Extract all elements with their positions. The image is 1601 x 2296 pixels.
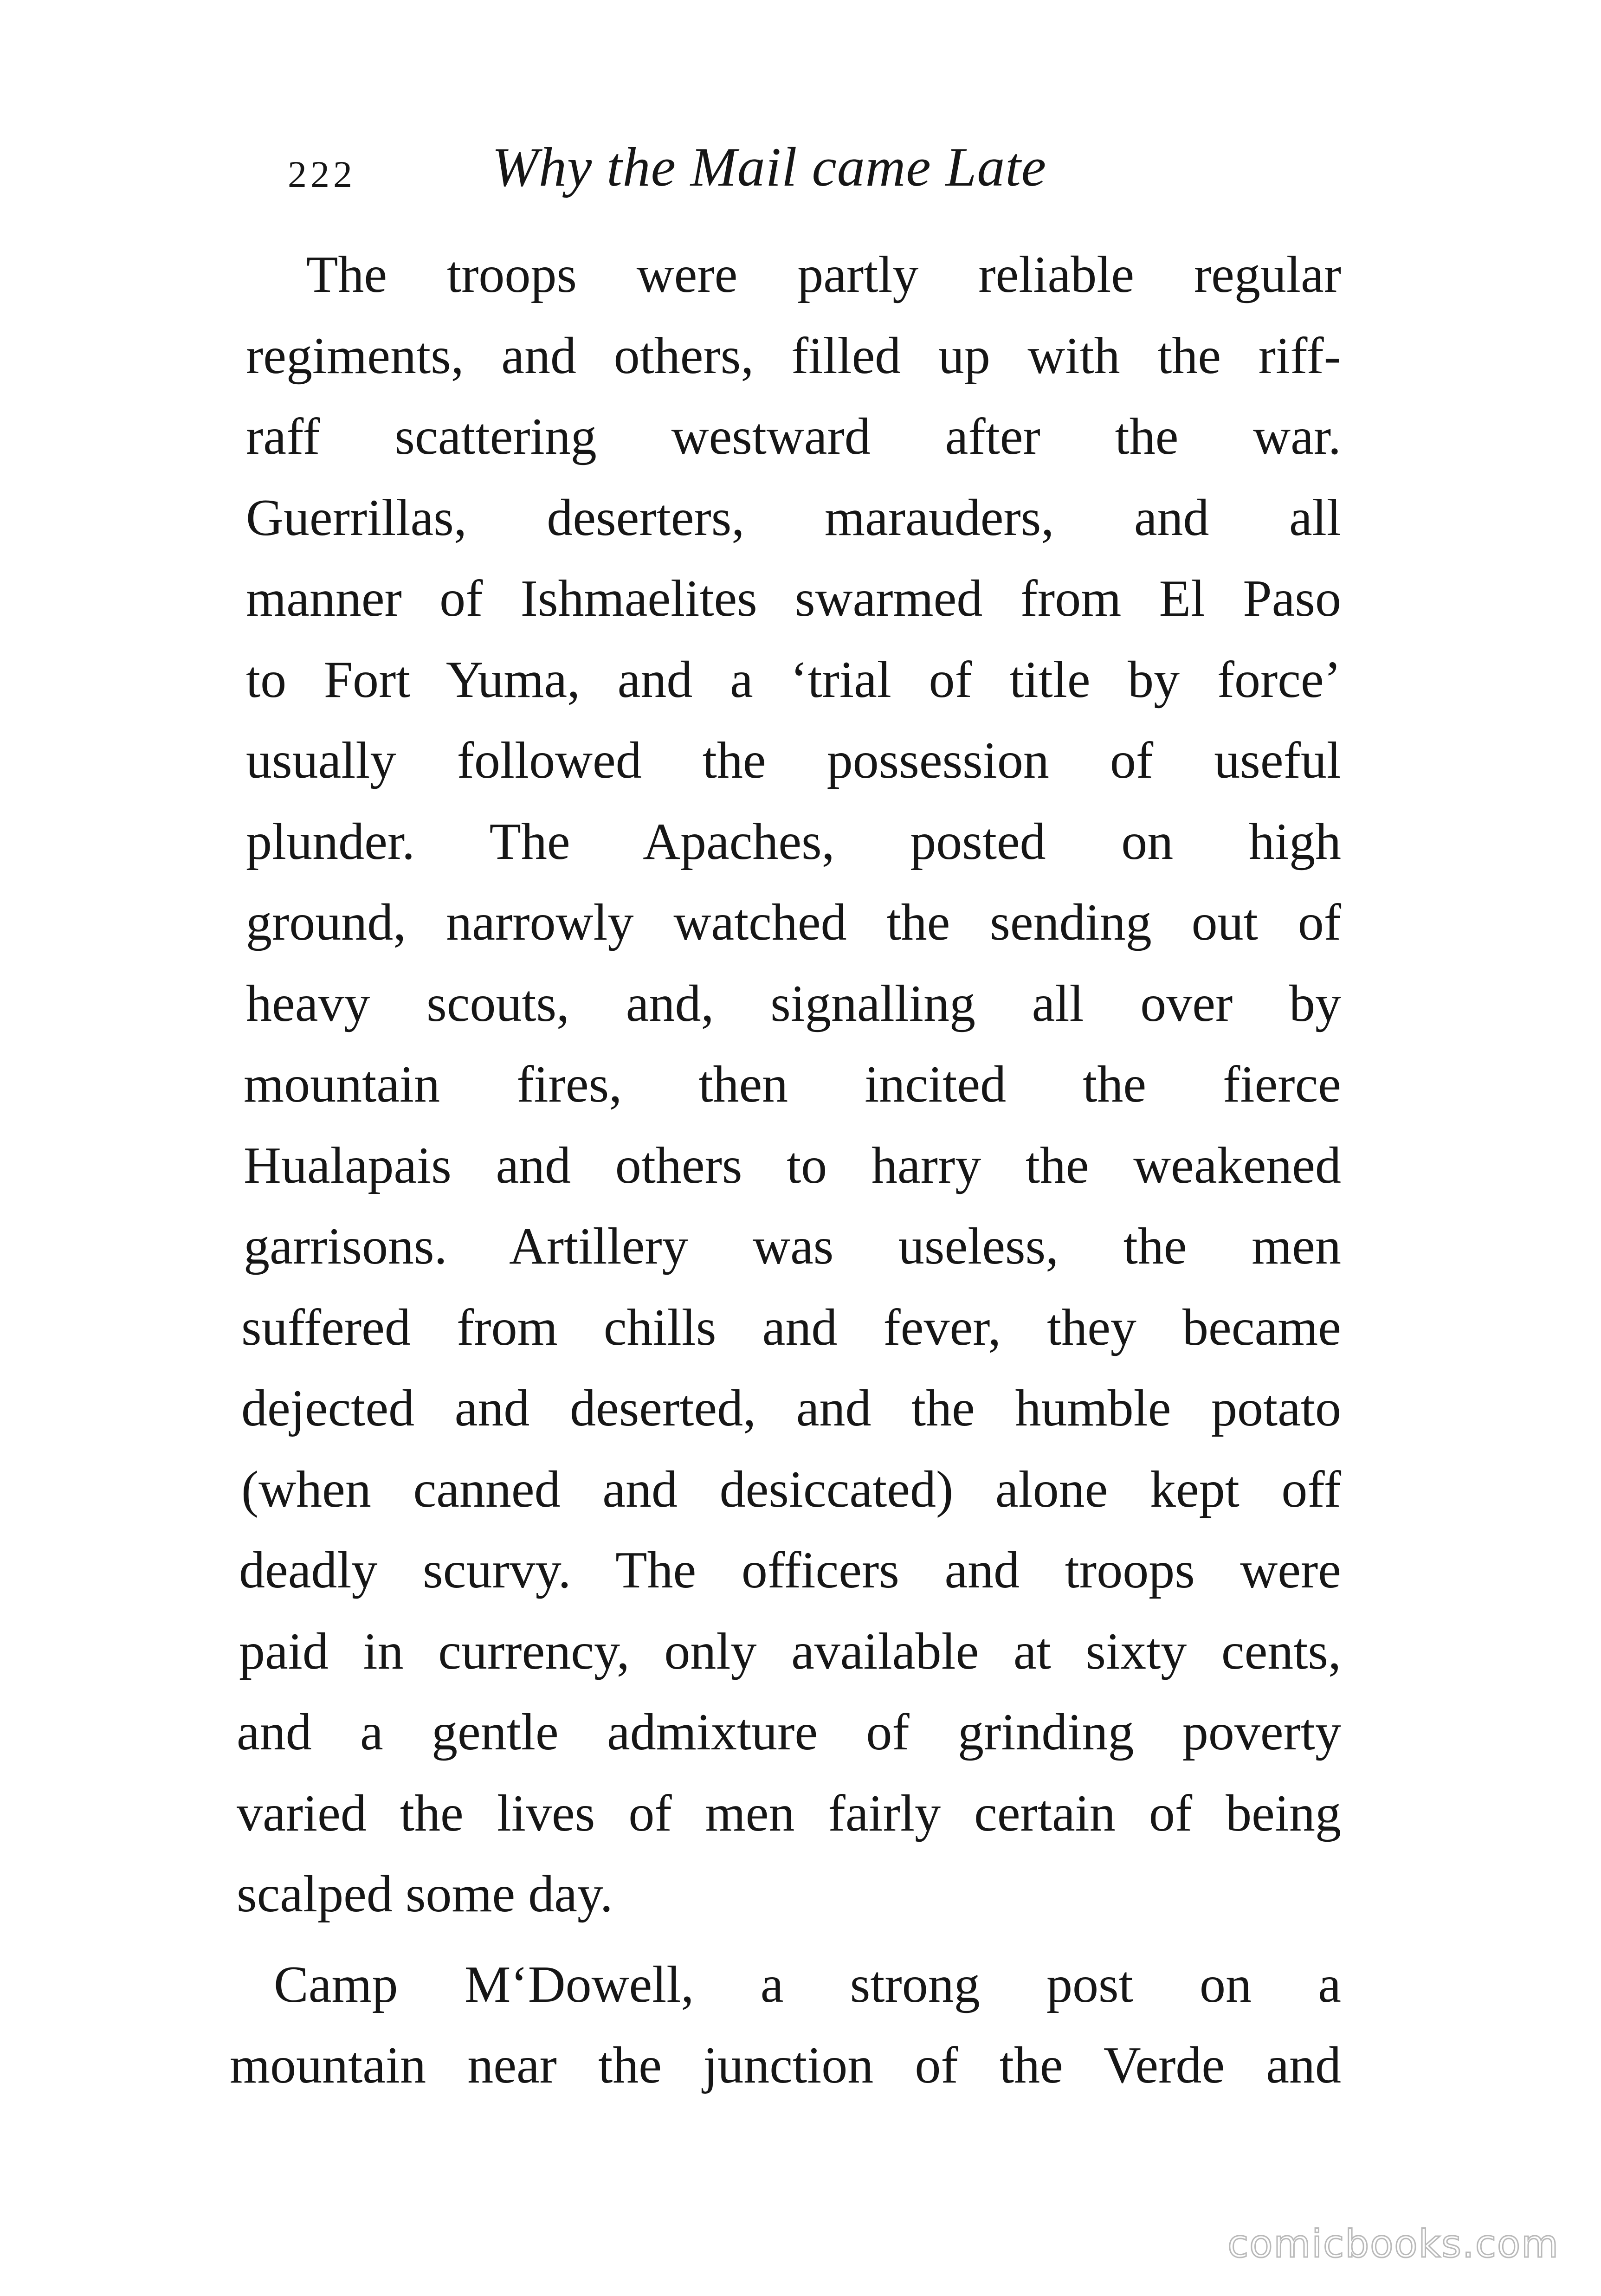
paragraph-1 [237,234,1341,1935]
page-header [288,135,1383,209]
text-line: usually followed the possession of useful [246,732,1341,789]
body-text [230,234,1341,2106]
text-line: deadly scurvy. The officers and troops were [239,1541,1341,1599]
text-line: paid in currency, only available at sixty cents, [239,1622,1341,1680]
paragraph-2 [230,1944,1341,2106]
text-line: raff scattering westward after the war. [246,408,1341,465]
text-line: garrisons. Artillery was useless, the men [244,1218,1341,1275]
text-line: to Fort Yuma, and a ‘trial of title by force’ [246,651,1341,709]
text-line: ground, narrowly watched the sending out of [246,894,1341,951]
text-line: manner of Ishmaelites swarmed from El Paso [246,570,1341,627]
text-line: Guerrillas, deserters, marauders, and all [246,489,1341,547]
text-line: suffered from chills and fever, they became [241,1298,1341,1356]
text-line: (when canned and desiccated) alone kept off [241,1460,1341,1518]
running-title: Why the Mail came Late [492,136,1046,198]
text-line: and a gentle admixture of grinding poverty [237,1703,1341,1761]
text-line: heavy scouts, and, signalling all over by [246,974,1341,1032]
text-line: The troops were partly reliable regular [306,246,1341,303]
text-line: Camp M‘Dowell, a strong post on a [274,1955,1341,2013]
text-line: regiments, and others, filled up with the riff- [246,327,1341,385]
text-line: dejected and deserted, and the humble potato [241,1380,1341,1437]
text-line: varied the lives of men fairly certain of being [237,1784,1341,1842]
text-line: Hualapais and others to harry the weakened [244,1136,1341,1194]
page-number: 222 [288,153,356,195]
text-line: scalped some day. [237,1865,613,1923]
watermark-logo: comicbooks.com [1227,2222,1559,2266]
text-line: mountain fires, then incited the fierce [244,1056,1341,1113]
text-line: plunder. The Apaches, posted on high [246,813,1341,871]
text-line: mountain near the junction of the Verde and [230,2037,1341,2094]
